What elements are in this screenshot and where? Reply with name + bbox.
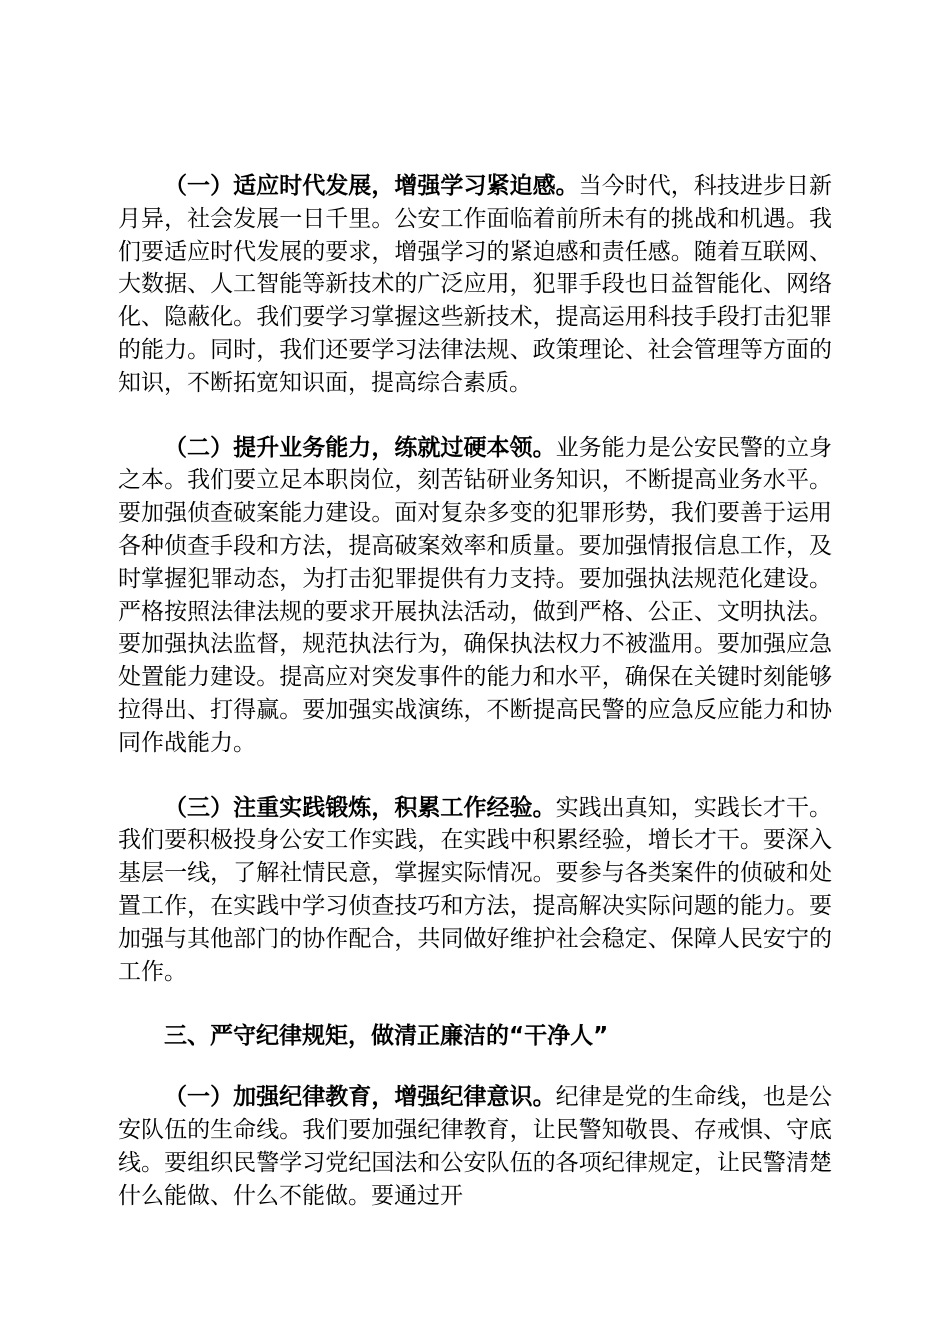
paragraph-body-text: 纪律是党的生命线，也是公安队伍的生命线。我们要加强纪律教育，让民警知敬畏、存戒惧、守底线。要组织民警学习党纪国法和公安队伍的各项纪律规定，让民警清楚什么能做、什么不能做。要通过开 <box>118 1084 833 1209</box>
paragraph-business-ability <box>118 432 832 760</box>
paragraph-study-urgency <box>118 170 832 400</box>
paragraph-lead-text: （三）注重实践锻炼，积累工作经验。 <box>164 794 556 821</box>
paragraph-practice <box>118 792 832 989</box>
paragraph-discipline-education <box>118 1081 832 1212</box>
section-heading: 三、严守纪律规矩，做清正廉洁的“干净人” <box>164 1023 609 1050</box>
paragraph-body-text: 业务能力是公安民警的立身之本。我们要立足本职岗位，刻苦钻研业务知识，不断提高业务水平。要加强侦查破案能力建设。面对复杂多变的犯罪形势，我们要善于运用各种侦查手段和方法，提高破案效率和质量。要加强情报信息工作，及时掌握犯罪动态，为打击犯罪提供有力支持。要加强执法规范化建设。严格按照法律法规的要求开展执法活动，做到严格、公正、文明执法。要加强执法监督，规范执法行为，确保执法权力不被滥用。要加强应急处置能力建设。提高应对突发事件的能力和水平，确保在关键时刻能够拉得出、打得赢。要加强实战演练，不断提高民警的应急反应能力和协同作战能力。 <box>118 434 833 756</box>
paragraph-lead-text: （一）加强纪律教育，增强纪律意识。 <box>164 1084 556 1111</box>
paragraph-lead-text: （二）提升业务能力，练就过硬本领。 <box>164 434 556 461</box>
paragraph-body-text: 当今时代，科技进步日新月异，社会发展一日千里。公安工作面临着前所未有的挑战和机遇。我们要适应时代发展的要求，增强学习的紧迫感和责任感。随着互联网、大数据、人工智能等新技术的广泛应用，犯罪手段也日益智能化、网络化、隐蔽化。我们要学习掌握这些新技术，提高运用科技手段打击犯罪的能力。同时，我们还要学习法律法规、政策理论、社会管理等方面的知识，不断拓宽知识面，提高综合素质。 <box>118 173 833 396</box>
paragraph-lead-text: （一）适应时代发展，增强学习紧迫感。 <box>164 173 579 199</box>
paragraph-body-text: 实践出真知，实践长才干。我们要积极投身公安工作实践，在实践中积累经验，增长才干。要深入基层一线，了解社情民意，掌握实际情况。要参与各类案件的侦破和处置工作，在实践中学习侦查技巧和方法，提高解决实际问题的能力。要加强与其他部门的协作配合，共同做好维护社会稳定、保障人民安宁的工作。 <box>118 794 833 985</box>
document-page <box>118 170 832 1244</box>
